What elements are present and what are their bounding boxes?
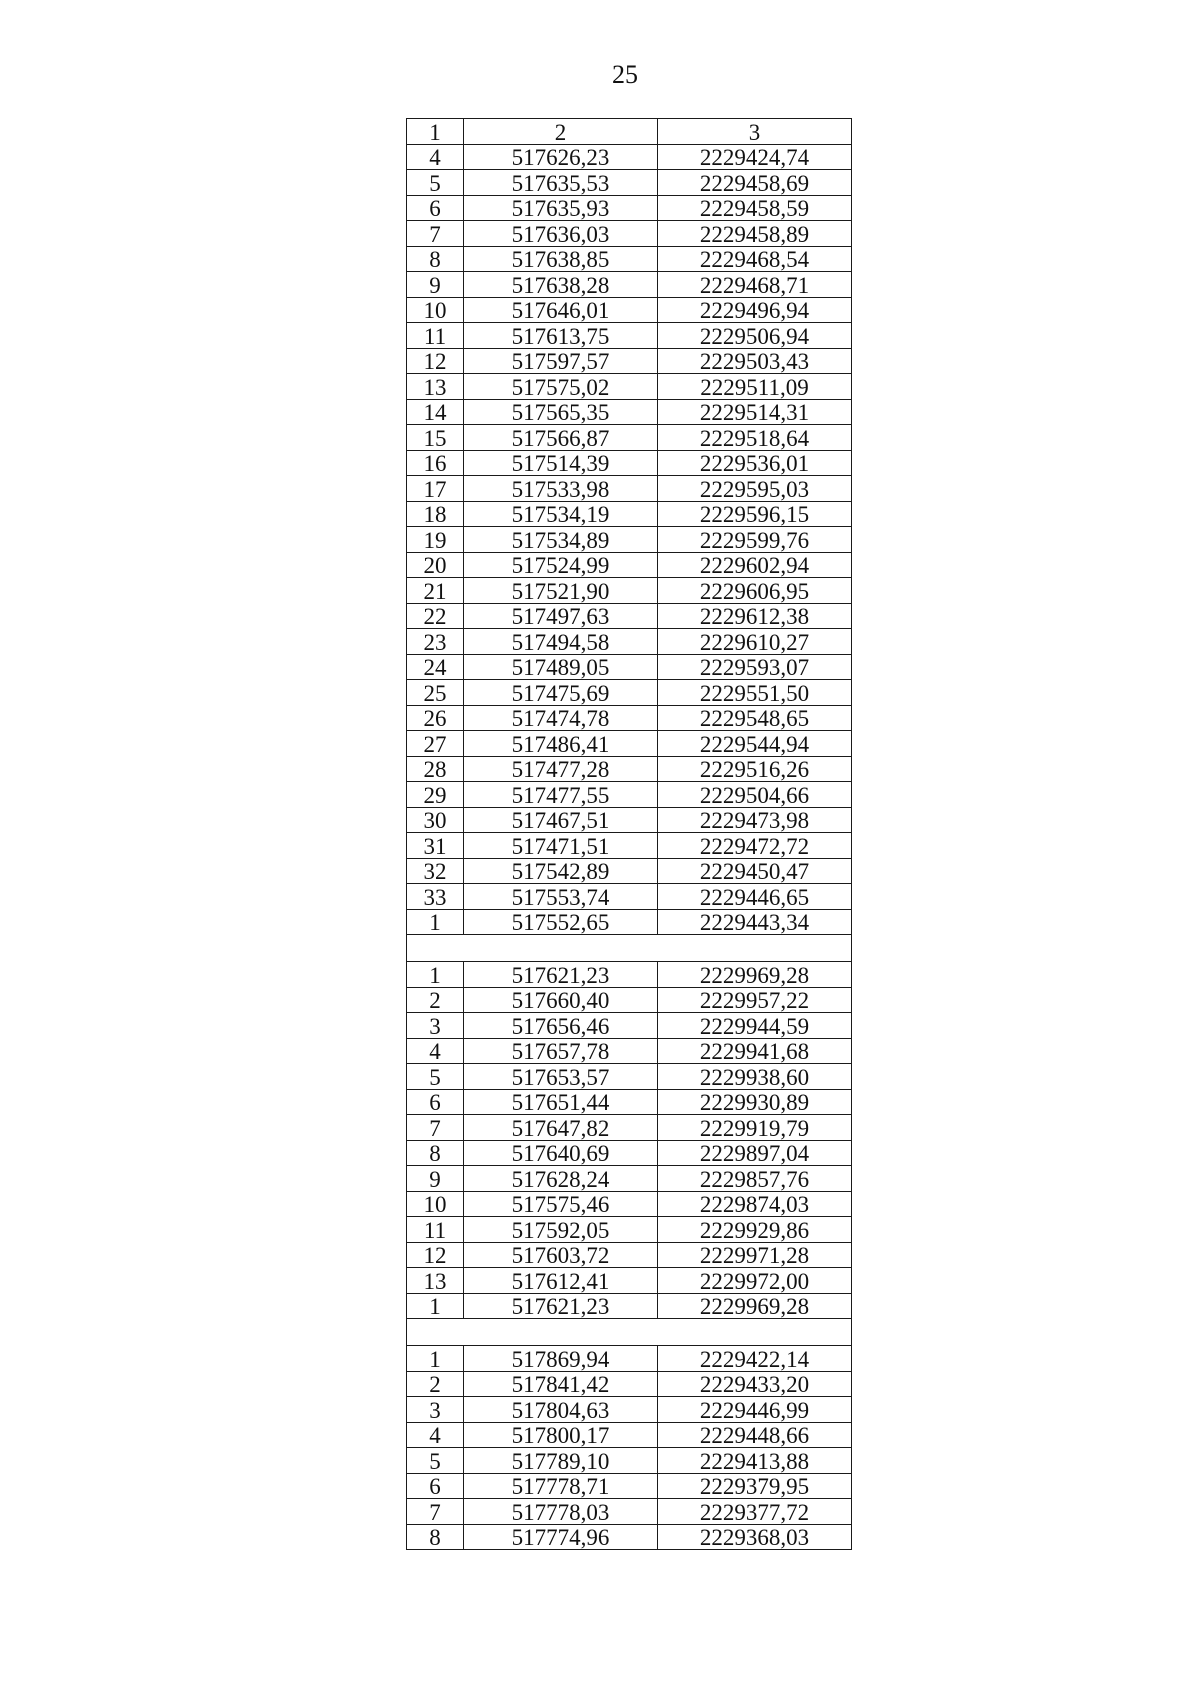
- y-coordinate-cell: 2229548,65: [658, 705, 852, 731]
- x-coordinate-cell: 517628,24: [464, 1166, 658, 1192]
- coordinates-table-body: [407, 119, 852, 1550]
- table-row: [407, 782, 852, 808]
- point-number-cell: 3: [407, 1013, 464, 1039]
- point-number-cell: 24: [407, 654, 464, 680]
- table-row: [407, 756, 852, 782]
- x-coordinate-cell: 517653,57: [464, 1064, 658, 1090]
- point-number-cell: 5: [407, 1448, 464, 1474]
- x-coordinate-cell: 517657,78: [464, 1038, 658, 1064]
- y-coordinate-cell: 2229458,59: [658, 195, 852, 221]
- table-row: [407, 680, 852, 706]
- x-coordinate-cell: 517534,19: [464, 501, 658, 527]
- point-number-cell: 7: [407, 221, 464, 247]
- point-number-cell: 12: [407, 1242, 464, 1268]
- table-row: [407, 731, 852, 757]
- point-number-cell: 12: [407, 348, 464, 374]
- table-row: [407, 987, 852, 1013]
- table-row: [407, 246, 852, 272]
- y-coordinate-cell: 2229929,86: [658, 1217, 852, 1243]
- y-coordinate-cell: 2229551,50: [658, 680, 852, 706]
- table-row: [407, 909, 852, 935]
- x-coordinate-cell: 517477,28: [464, 756, 658, 782]
- table-row: [407, 1191, 852, 1217]
- y-coordinate-cell: 2229972,00: [658, 1268, 852, 1294]
- x-coordinate-cell: 517575,46: [464, 1191, 658, 1217]
- point-number-cell: 1: [407, 1293, 464, 1319]
- table-row: [407, 1499, 852, 1525]
- point-number-cell: 9: [407, 1166, 464, 1192]
- y-coordinate-cell: 2229496,94: [658, 297, 852, 323]
- point-number-cell: 25: [407, 680, 464, 706]
- point-number-cell: 8: [407, 246, 464, 272]
- header-cell-2: 2: [464, 119, 658, 145]
- y-coordinate-cell: 2229969,28: [658, 962, 852, 988]
- table-row: [407, 1473, 852, 1499]
- x-coordinate-cell: 517626,23: [464, 144, 658, 170]
- table-row: [407, 272, 852, 298]
- y-coordinate-cell: 2229503,43: [658, 348, 852, 374]
- point-number-cell: 1: [407, 1346, 464, 1372]
- y-coordinate-cell: 2229599,76: [658, 527, 852, 553]
- x-coordinate-cell: 517651,44: [464, 1089, 658, 1115]
- y-coordinate-cell: 2229468,71: [658, 272, 852, 298]
- table-row: [407, 1346, 852, 1372]
- x-coordinate-cell: 517635,93: [464, 195, 658, 221]
- y-coordinate-cell: 2229969,28: [658, 1293, 852, 1319]
- x-coordinate-cell: 517597,57: [464, 348, 658, 374]
- x-coordinate-cell: 517869,94: [464, 1346, 658, 1372]
- point-number-cell: 13: [407, 374, 464, 400]
- y-coordinate-cell: 2229593,07: [658, 654, 852, 680]
- point-number-cell: 6: [407, 195, 464, 221]
- point-number-cell: 5: [407, 1064, 464, 1090]
- x-coordinate-cell: 517552,65: [464, 909, 658, 935]
- y-coordinate-cell: 2229446,99: [658, 1397, 852, 1423]
- x-coordinate-cell: 517638,28: [464, 272, 658, 298]
- x-coordinate-cell: 517521,90: [464, 578, 658, 604]
- x-coordinate-cell: 517804,63: [464, 1397, 658, 1423]
- table-row: [407, 858, 852, 884]
- table-row: [407, 1217, 852, 1243]
- y-coordinate-cell: 2229458,69: [658, 170, 852, 196]
- table-row: [407, 1140, 852, 1166]
- y-coordinate-cell: 2229473,98: [658, 807, 852, 833]
- table-row: [407, 170, 852, 196]
- table-row: [407, 884, 852, 910]
- x-coordinate-cell: 517475,69: [464, 680, 658, 706]
- y-coordinate-cell: 2229514,31: [658, 399, 852, 425]
- x-coordinate-cell: 517534,89: [464, 527, 658, 553]
- point-number-cell: 19: [407, 527, 464, 553]
- table-row: [407, 552, 852, 578]
- x-coordinate-cell: 517647,82: [464, 1115, 658, 1141]
- table-row: [407, 348, 852, 374]
- y-coordinate-cell: 2229468,54: [658, 246, 852, 272]
- table-row: [407, 1038, 852, 1064]
- x-coordinate-cell: 517621,23: [464, 1293, 658, 1319]
- point-number-cell: 16: [407, 450, 464, 476]
- y-coordinate-cell: 2229379,95: [658, 1473, 852, 1499]
- y-coordinate-cell: 2229450,47: [658, 858, 852, 884]
- x-coordinate-cell: 517778,03: [464, 1499, 658, 1525]
- table-row: [407, 501, 852, 527]
- table-row: [407, 833, 852, 859]
- y-coordinate-cell: 2229424,74: [658, 144, 852, 170]
- y-coordinate-cell: 2229944,59: [658, 1013, 852, 1039]
- table-row: [407, 1422, 852, 1448]
- table-row: [407, 1013, 852, 1039]
- table-row: [407, 1293, 852, 1319]
- point-number-cell: 6: [407, 1473, 464, 1499]
- y-coordinate-cell: 2229504,66: [658, 782, 852, 808]
- x-coordinate-cell: 517778,71: [464, 1473, 658, 1499]
- x-coordinate-cell: 517467,51: [464, 807, 658, 833]
- block-separator-cell: [407, 935, 852, 962]
- y-coordinate-cell: 2229874,03: [658, 1191, 852, 1217]
- y-coordinate-cell: 2229458,89: [658, 221, 852, 247]
- x-coordinate-cell: 517841,42: [464, 1371, 658, 1397]
- point-number-cell: 28: [407, 756, 464, 782]
- y-coordinate-cell: 2229595,03: [658, 476, 852, 502]
- x-coordinate-cell: 517660,40: [464, 987, 658, 1013]
- x-coordinate-cell: 517474,78: [464, 705, 658, 731]
- table-row: [407, 399, 852, 425]
- y-coordinate-cell: 2229516,26: [658, 756, 852, 782]
- x-coordinate-cell: 517800,17: [464, 1422, 658, 1448]
- point-number-cell: 2: [407, 1371, 464, 1397]
- table-row: [407, 195, 852, 221]
- x-coordinate-cell: 517621,23: [464, 962, 658, 988]
- y-coordinate-cell: 2229941,68: [658, 1038, 852, 1064]
- y-coordinate-cell: 2229971,28: [658, 1242, 852, 1268]
- header-cell-1: 1: [407, 119, 464, 145]
- point-number-cell: 11: [407, 323, 464, 349]
- point-number-cell: 23: [407, 629, 464, 655]
- table-row: [407, 1166, 852, 1192]
- table-row: [407, 1242, 852, 1268]
- y-coordinate-cell: 2229422,14: [658, 1346, 852, 1372]
- header-cell-3: 3: [658, 119, 852, 145]
- y-coordinate-cell: 2229602,94: [658, 552, 852, 578]
- point-number-cell: 17: [407, 476, 464, 502]
- table-row: [407, 144, 852, 170]
- table-row: [407, 654, 852, 680]
- x-coordinate-cell: 517489,05: [464, 654, 658, 680]
- y-coordinate-cell: 2229612,38: [658, 603, 852, 629]
- table-row: [407, 1524, 852, 1550]
- point-number-cell: 10: [407, 297, 464, 323]
- point-number-cell: 1: [407, 909, 464, 935]
- table-row: [407, 1268, 852, 1294]
- x-coordinate-cell: 517789,10: [464, 1448, 658, 1474]
- x-coordinate-cell: 517635,53: [464, 170, 658, 196]
- y-coordinate-cell: 2229857,76: [658, 1166, 852, 1192]
- point-number-cell: 30: [407, 807, 464, 833]
- table-row: [407, 1397, 852, 1423]
- point-number-cell: 10: [407, 1191, 464, 1217]
- point-number-cell: 33: [407, 884, 464, 910]
- y-coordinate-cell: 2229472,72: [658, 833, 852, 859]
- y-coordinate-cell: 2229957,22: [658, 987, 852, 1013]
- x-coordinate-cell: 517774,96: [464, 1524, 658, 1550]
- x-coordinate-cell: 517640,69: [464, 1140, 658, 1166]
- x-coordinate-cell: 517636,03: [464, 221, 658, 247]
- point-number-cell: 29: [407, 782, 464, 808]
- table-row: [407, 297, 852, 323]
- table-row: [407, 425, 852, 451]
- point-number-cell: 5: [407, 170, 464, 196]
- point-number-cell: 21: [407, 578, 464, 604]
- point-number-cell: 4: [407, 1422, 464, 1448]
- x-coordinate-cell: 517486,41: [464, 731, 658, 757]
- y-coordinate-cell: 2229511,09: [658, 374, 852, 400]
- y-coordinate-cell: 2229610,27: [658, 629, 852, 655]
- point-number-cell: 3: [407, 1397, 464, 1423]
- x-coordinate-cell: 517613,75: [464, 323, 658, 349]
- table-row: [407, 450, 852, 476]
- point-number-cell: 4: [407, 1038, 464, 1064]
- point-number-cell: 9: [407, 272, 464, 298]
- x-coordinate-cell: 517514,39: [464, 450, 658, 476]
- point-number-cell: 8: [407, 1140, 464, 1166]
- x-coordinate-cell: 517638,85: [464, 246, 658, 272]
- point-number-cell: 27: [407, 731, 464, 757]
- point-number-cell: 26: [407, 705, 464, 731]
- x-coordinate-cell: 517656,46: [464, 1013, 658, 1039]
- table-row: [407, 1089, 852, 1115]
- point-number-cell: 6: [407, 1089, 464, 1115]
- point-number-cell: 8: [407, 1524, 464, 1550]
- y-coordinate-cell: 2229938,60: [658, 1064, 852, 1090]
- x-coordinate-cell: 517494,58: [464, 629, 658, 655]
- table-row: [407, 476, 852, 502]
- block-separator-cell: [407, 1319, 852, 1346]
- table-row: [407, 603, 852, 629]
- point-number-cell: 18: [407, 501, 464, 527]
- x-coordinate-cell: 517566,87: [464, 425, 658, 451]
- block-separator-row: [407, 1319, 852, 1346]
- coordinates-table: [406, 118, 852, 1550]
- table-row: [407, 629, 852, 655]
- table-row: [407, 1371, 852, 1397]
- table-row: [407, 374, 852, 400]
- y-coordinate-cell: 2229544,94: [658, 731, 852, 757]
- y-coordinate-cell: 2229377,72: [658, 1499, 852, 1525]
- point-number-cell: 1: [407, 962, 464, 988]
- x-coordinate-cell: 517533,98: [464, 476, 658, 502]
- y-coordinate-cell: 2229897,04: [658, 1140, 852, 1166]
- table-row: [407, 578, 852, 604]
- point-number-cell: 22: [407, 603, 464, 629]
- y-coordinate-cell: 2229413,88: [658, 1448, 852, 1474]
- point-number-cell: 32: [407, 858, 464, 884]
- point-number-cell: 15: [407, 425, 464, 451]
- point-number-cell: 13: [407, 1268, 464, 1294]
- table-row: [407, 1448, 852, 1474]
- y-coordinate-cell: 2229506,94: [658, 323, 852, 349]
- table-row: [407, 323, 852, 349]
- table-row: [407, 1115, 852, 1141]
- x-coordinate-cell: 517477,55: [464, 782, 658, 808]
- x-coordinate-cell: 517524,99: [464, 552, 658, 578]
- point-number-cell: 2: [407, 987, 464, 1013]
- table-row: [407, 962, 852, 988]
- y-coordinate-cell: 2229606,95: [658, 578, 852, 604]
- x-coordinate-cell: 517603,72: [464, 1242, 658, 1268]
- y-coordinate-cell: 2229518,64: [658, 425, 852, 451]
- table-row: [407, 807, 852, 833]
- table-row: [407, 1064, 852, 1090]
- point-number-cell: 4: [407, 144, 464, 170]
- table-row: [407, 527, 852, 553]
- table-header-row: [407, 119, 852, 145]
- x-coordinate-cell: 517471,51: [464, 833, 658, 859]
- point-number-cell: 20: [407, 552, 464, 578]
- point-number-cell: 7: [407, 1115, 464, 1141]
- y-coordinate-cell: 2229919,79: [658, 1115, 852, 1141]
- x-coordinate-cell: 517565,35: [464, 399, 658, 425]
- block-separator-row: [407, 935, 852, 962]
- y-coordinate-cell: 2229433,20: [658, 1371, 852, 1397]
- y-coordinate-cell: 2229443,34: [658, 909, 852, 935]
- x-coordinate-cell: 517553,74: [464, 884, 658, 910]
- point-number-cell: 31: [407, 833, 464, 859]
- x-coordinate-cell: 517612,41: [464, 1268, 658, 1294]
- y-coordinate-cell: 2229930,89: [658, 1089, 852, 1115]
- point-number-cell: 14: [407, 399, 464, 425]
- table-row: [407, 221, 852, 247]
- y-coordinate-cell: 2229536,01: [658, 450, 852, 476]
- x-coordinate-cell: 517542,89: [464, 858, 658, 884]
- x-coordinate-cell: 517497,63: [464, 603, 658, 629]
- point-number-cell: 7: [407, 1499, 464, 1525]
- y-coordinate-cell: 2229596,15: [658, 501, 852, 527]
- x-coordinate-cell: 517592,05: [464, 1217, 658, 1243]
- x-coordinate-cell: 517646,01: [464, 297, 658, 323]
- y-coordinate-cell: 2229446,65: [658, 884, 852, 910]
- page-number: 25: [612, 60, 638, 89]
- y-coordinate-cell: 2229368,03: [658, 1524, 852, 1550]
- point-number-cell: 11: [407, 1217, 464, 1243]
- y-coordinate-cell: 2229448,66: [658, 1422, 852, 1448]
- x-coordinate-cell: 517575,02: [464, 374, 658, 400]
- table-row: [407, 705, 852, 731]
